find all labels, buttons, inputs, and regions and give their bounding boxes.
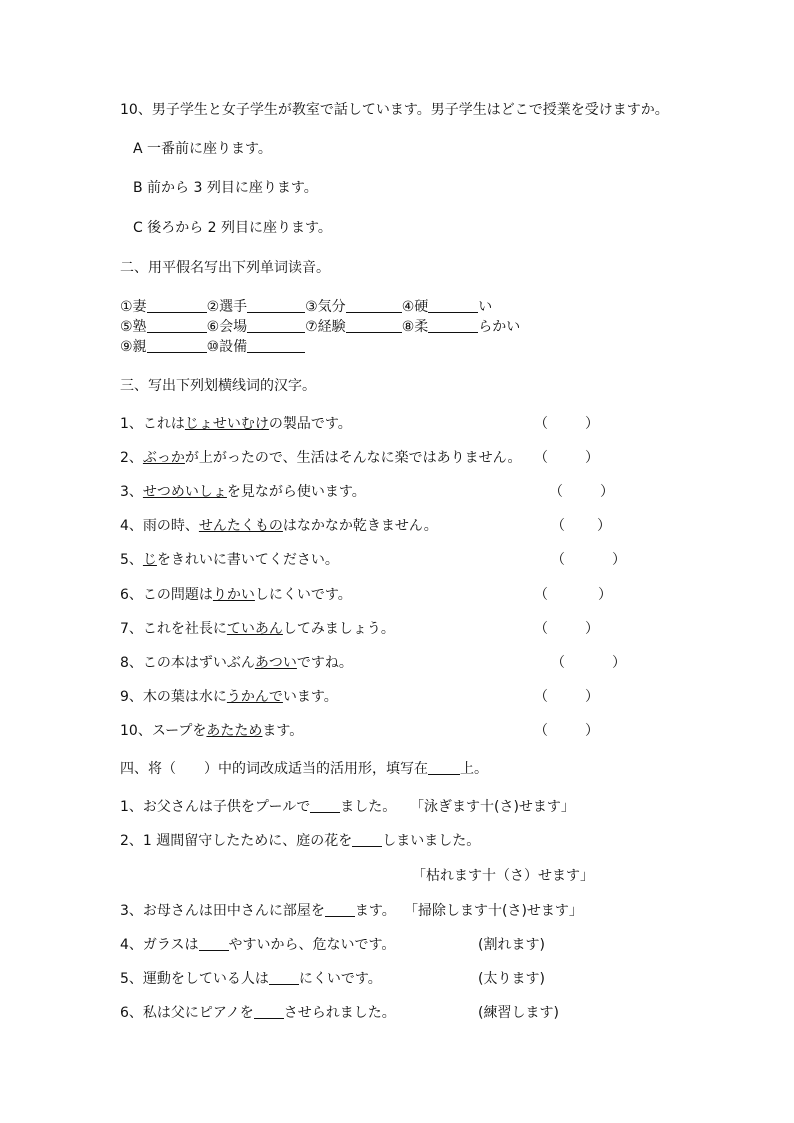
reading-row-3 [120,338,305,356]
conjugation-question: 4、ガラスは やすいから、危ないです。 [120,937,396,953]
kanji-question: 5、じをきれいに書いてください。 [120,552,339,568]
conjugation-question: 5、運動をしている人は にくいです。 [120,971,382,987]
paren-open: （ [534,723,548,739]
option-c: C 後ろから 2 列目に座ります。 [133,220,332,236]
paren-close: ） [585,621,599,637]
reading-item: ⑩設備 [207,339,306,355]
paren-close: ） [612,552,626,568]
section-3-heading: 三、写出下列划横线词的汉字。 [120,378,316,394]
paren-open: （ [551,518,565,534]
paren-open: （ [534,450,548,466]
paren-close: ） [585,416,599,432]
paren-open: （ [551,655,565,671]
reading-item: ⑧柔 らかい [401,319,521,335]
reading-item: ⑦経験 [305,319,402,335]
answer-blank[interactable] [147,318,207,333]
answer-blank[interactable] [346,318,402,333]
paren-close: ） [597,518,611,534]
question-10: 10、男子学生と女子学生が教室で話しています。男子学生はどこで授業を受けますか。 [120,102,669,118]
kanji-question: 10、スープをあたためます。 [120,723,304,739]
answer-blank[interactable] [428,298,478,313]
answer-blank[interactable] [352,832,382,847]
paren-open: （ [534,587,548,603]
reading-item: ⑤塾 [120,319,207,335]
section-4-heading: 四、将（ ）中的词改成适当的活用形，填写在 上。 [120,761,488,777]
conjugation-question: 2、1 週間留守したために、庭の花を しまいました。 [120,833,481,849]
answer-blank[interactable] [247,318,305,333]
answer-blank[interactable] [147,338,207,353]
paren-open: （ [534,689,548,705]
answer-blank[interactable] [346,298,402,313]
kanji-question: 1、これはじょせいむけの製品です。 [120,416,352,432]
conjugation-hint: 「泳ぎます十(さ)せます」 [410,799,575,815]
conjugation-question: 1、お父さんは子供をプールで ました。 [120,799,397,815]
kanji-question: 3、せつめいしょを見ながら使います。 [120,484,366,500]
conjugation-hint: 「枯れます十（さ）せます」 [412,868,594,884]
paren-close: ） [598,587,612,603]
kanji-question: 7、これを社長にていあんしてみましょう。 [120,621,395,637]
answer-blank[interactable] [147,298,207,313]
option-b: B 前から 3 列目に座ります。 [133,180,318,196]
kanji-question: 6、この問題はりかいしにくいです。 [120,587,352,603]
option-a: A 一番前に座ります。 [133,141,272,157]
kanji-question: 8、この本はずいぶんあついですね。 [120,655,353,671]
answer-blank[interactable] [310,798,340,813]
reading-item: ⑥会場 [207,319,306,335]
reading-item: ②選手 [207,299,306,315]
conjugation-question: 6、私は父にピアノを させられました。 [120,1005,396,1021]
reading-item: ③気分 [305,299,402,315]
answer-blank[interactable] [325,902,355,917]
kanji-question: 9、木の葉は水にうかんでいます。 [120,689,338,705]
reading-item: ④硬 い [401,299,493,315]
answer-blank[interactable] [199,936,229,951]
paren-open: （ [534,416,548,432]
answer-blank[interactable] [247,298,305,313]
paren-close: ） [585,723,599,739]
heading-blank [428,760,460,775]
conjugation-hint: (練習します) [478,1005,559,1021]
paren-open: （ [549,484,563,500]
reading-item: ⑨親 [120,339,207,355]
reading-row-2 [120,318,520,336]
paren-close: ） [600,484,614,500]
answer-blank[interactable] [269,970,299,985]
paren-close: ） [585,450,599,466]
paren-close: ） [585,689,599,705]
answer-blank[interactable] [254,1004,284,1019]
paren-open: （ [534,621,548,637]
section-2-heading: 二、用平假名写出下列单词读音。 [120,260,330,276]
kanji-question: 2、ぶっかが上がったので、生活はそんなに楽ではありません。 [120,450,522,466]
reading-row-1 [120,298,492,316]
conjugation-hint: (割れます) [478,937,545,953]
answer-blank[interactable] [428,318,478,333]
paren-close: ） [612,655,626,671]
conjugation-hint: (太ります) [478,971,545,987]
conjugation-question: 3、お母さんは田中さんに部屋を ます。 [120,903,396,919]
conjugation-hint: 「掃除します十(さ)せます」 [404,903,583,919]
kanji-question: 4、雨の時、せんたくものはなかなか乾きません。 [120,518,438,534]
reading-item: ①妻 [120,299,207,315]
paren-open: （ [551,552,565,568]
answer-blank[interactable] [247,338,305,353]
